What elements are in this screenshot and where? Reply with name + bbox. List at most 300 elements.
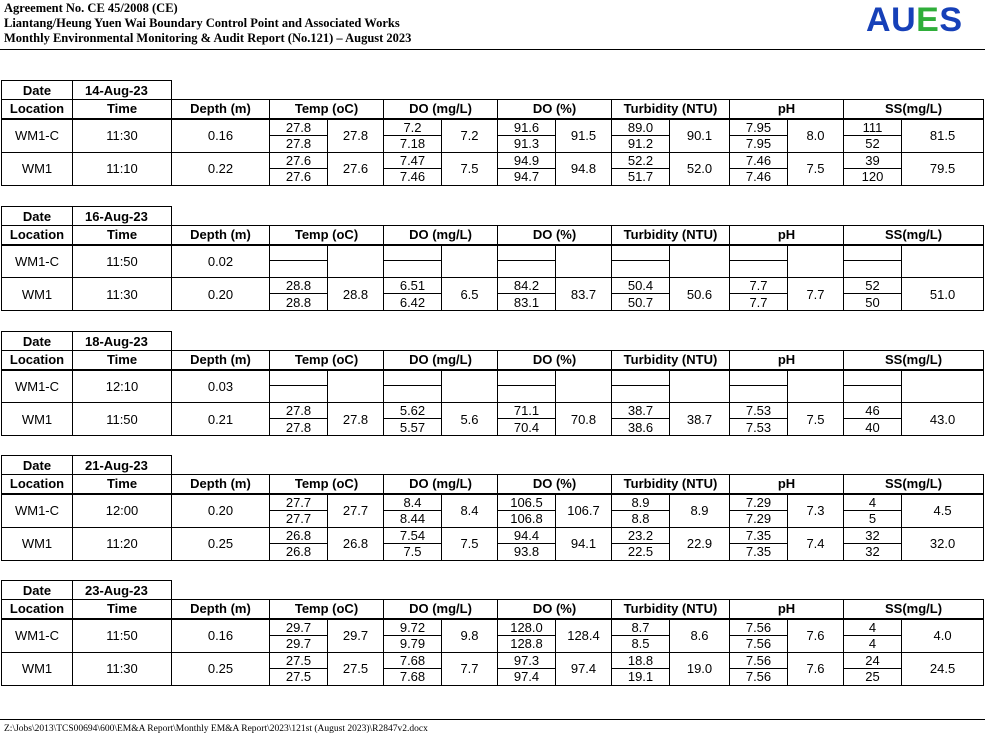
- depth-header: Depth (m): [172, 475, 270, 494]
- turbidity-reading: 18.8: [612, 652, 670, 668]
- time-cell: 11:30: [73, 278, 172, 311]
- location-header: Location: [2, 100, 73, 119]
- ss-average: 51.0: [902, 278, 984, 311]
- report-line: Monthly Environmental Monitoring & Audit Report (No.121) – August 2023: [4, 31, 412, 45]
- do-pct-header: DO (%): [498, 475, 612, 494]
- temp-average: 27.6: [328, 152, 384, 185]
- date-value: 21-Aug-23: [73, 456, 172, 475]
- temp-reading: 27.8: [270, 135, 328, 152]
- turbidity-reading: 8.5: [612, 635, 670, 652]
- time-cell: 11:50: [73, 403, 172, 436]
- temp-average: 27.8: [328, 403, 384, 436]
- do-mgl-reading: [384, 370, 442, 386]
- do-mgl-reading: 7.2: [384, 119, 442, 136]
- ss-header: SS(mg/L): [844, 226, 984, 245]
- date-label: Date: [2, 332, 73, 351]
- table-row: [2, 527, 984, 543]
- do-mgl-average: 5.6: [442, 403, 498, 436]
- depth-cell: 0.03: [172, 370, 270, 403]
- turbidity-reading: 23.2: [612, 527, 670, 543]
- temp-reading: 29.7: [270, 635, 328, 652]
- table-row: [2, 152, 984, 168]
- turbidity-reading: 38.6: [612, 419, 670, 436]
- temp-average: 27.5: [328, 652, 384, 685]
- do-pct-average: 83.7: [556, 278, 612, 311]
- temp-header: Temp (oC): [270, 475, 384, 494]
- temp-reading: 29.7: [270, 619, 328, 636]
- date-value: 16-Aug-23: [73, 207, 172, 226]
- ph-average: 7.6: [788, 652, 844, 685]
- turbidity-average: [670, 370, 730, 403]
- temp-average: 27.8: [328, 119, 384, 153]
- ph-reading: 7.95: [730, 119, 788, 136]
- ss-reading: 4: [844, 494, 902, 511]
- do-pct-average: [556, 370, 612, 403]
- ss-average: 24.5: [902, 652, 984, 685]
- time-header: Time: [73, 351, 172, 370]
- do-pct-reading: 91.6: [498, 119, 556, 136]
- depth-cell: 0.25: [172, 652, 270, 685]
- do-pct-average: 70.8: [556, 403, 612, 436]
- ph-average: 7.7: [788, 278, 844, 311]
- ph-reading: [730, 245, 788, 261]
- table-row: [2, 278, 984, 294]
- ss-reading: 32: [844, 543, 902, 560]
- depth-cell: 0.02: [172, 245, 270, 278]
- ph-header: pH: [730, 351, 844, 370]
- ss-average: [902, 245, 984, 278]
- ph-reading: 7.35: [730, 543, 788, 560]
- do-pct-reading: 70.4: [498, 419, 556, 436]
- time-header: Time: [73, 475, 172, 494]
- table-row: [2, 494, 984, 511]
- do-pct-reading: 106.5: [498, 494, 556, 511]
- do-mgl-reading: [384, 386, 442, 403]
- date-row-spacer: [172, 207, 984, 226]
- do-pct-average: 106.7: [556, 494, 612, 528]
- ss-reading: [844, 386, 902, 403]
- do-mgl-reading: 7.18: [384, 135, 442, 152]
- footer-divider: [0, 719, 985, 720]
- do-pct-reading: [498, 370, 556, 386]
- temp-average: 26.8: [328, 527, 384, 560]
- time-cell: 11:50: [73, 619, 172, 653]
- date-label: Date: [2, 456, 73, 475]
- ph-reading: 7.56: [730, 668, 788, 685]
- temp-reading: 27.5: [270, 668, 328, 685]
- date-row: [2, 207, 984, 226]
- time-cell: 11:20: [73, 527, 172, 560]
- date-row: [2, 581, 984, 600]
- ss-average: 4.0: [902, 619, 984, 653]
- location-cell: WM1-C: [2, 370, 73, 403]
- date-value: 18-Aug-23: [73, 332, 172, 351]
- ph-reading: 7.95: [730, 135, 788, 152]
- ss-reading: 5: [844, 510, 902, 527]
- depth-header: Depth (m): [172, 100, 270, 119]
- do-pct-reading: 106.8: [498, 510, 556, 527]
- date-label: Date: [2, 207, 73, 226]
- logo-letter: E: [916, 1, 940, 39]
- date-value: 14-Aug-23: [73, 81, 172, 100]
- do-pct-reading: 71.1: [498, 403, 556, 419]
- turbidity-average: [670, 245, 730, 278]
- turbidity-reading: 50.4: [612, 278, 670, 294]
- depth-cell: 0.21: [172, 403, 270, 436]
- ss-average: 4.5: [902, 494, 984, 528]
- column-header-row: [2, 475, 984, 494]
- ss-reading: [844, 370, 902, 386]
- do-pct-reading: 97.3: [498, 652, 556, 668]
- ss-reading: 120: [844, 168, 902, 185]
- do-pct-average: 91.5: [556, 119, 612, 153]
- turbidity-average: 19.0: [670, 652, 730, 685]
- temp-reading: 27.7: [270, 494, 328, 511]
- do-mgl-header: DO (mg/L): [384, 226, 498, 245]
- ss-average: 81.5: [902, 119, 984, 153]
- temp-reading: 27.6: [270, 152, 328, 168]
- location-header: Location: [2, 475, 73, 494]
- time-cell: 12:10: [73, 370, 172, 403]
- do-pct-reading: 128.8: [498, 635, 556, 652]
- ph-reading: 7.7: [730, 294, 788, 311]
- location-cell: WM1-C: [2, 619, 73, 653]
- project-line: Liantang/Heung Yuen Wai Boundary Control Point and Associated Works: [4, 16, 400, 30]
- temp-reading: 28.8: [270, 294, 328, 311]
- temp-reading: 28.8: [270, 278, 328, 294]
- ss-reading: 4: [844, 619, 902, 636]
- do-mgl-average: 6.5: [442, 278, 498, 311]
- do-pct-header: DO (%): [498, 600, 612, 619]
- temp-header: Temp (oC): [270, 600, 384, 619]
- ss-reading: 39: [844, 152, 902, 168]
- do-mgl-header: DO (mg/L): [384, 100, 498, 119]
- date-row: [2, 81, 984, 100]
- ph-reading: [730, 370, 788, 386]
- time-cell: 12:00: [73, 494, 172, 528]
- depth-header: Depth (m): [172, 226, 270, 245]
- do-pct-reading: 84.2: [498, 278, 556, 294]
- depth-header: Depth (m): [172, 351, 270, 370]
- ph-header: pH: [730, 600, 844, 619]
- ph-reading: 7.53: [730, 403, 788, 419]
- ss-average: 32.0: [902, 527, 984, 560]
- location-cell: WM1: [2, 652, 73, 685]
- ss-average: 43.0: [902, 403, 984, 436]
- do-pct-reading: 94.4: [498, 527, 556, 543]
- ph-reading: 7.56: [730, 635, 788, 652]
- turbidity-reading: 91.2: [612, 135, 670, 152]
- turbidity-header: Turbidity (NTU): [612, 475, 730, 494]
- turbidity-reading: 51.7: [612, 168, 670, 185]
- ph-average: 8.0: [788, 119, 844, 153]
- ph-average: 7.4: [788, 527, 844, 560]
- turbidity-reading: [612, 370, 670, 386]
- do-pct-average: 128.4: [556, 619, 612, 653]
- time-header: Time: [73, 100, 172, 119]
- do-pct-reading: 93.8: [498, 543, 556, 560]
- ph-reading: [730, 261, 788, 278]
- ph-header: pH: [730, 226, 844, 245]
- temp-reading: [270, 370, 328, 386]
- temp-header: Temp (oC): [270, 100, 384, 119]
- do-pct-header: DO (%): [498, 100, 612, 119]
- ss-reading: 40: [844, 419, 902, 436]
- do-mgl-reading: 6.42: [384, 294, 442, 311]
- temp-reading: 26.8: [270, 543, 328, 560]
- turbidity-reading: [612, 245, 670, 261]
- ph-reading: 7.46: [730, 152, 788, 168]
- do-mgl-average: 7.5: [442, 152, 498, 185]
- table-row: [2, 245, 984, 261]
- turbidity-reading: 38.7: [612, 403, 670, 419]
- column-header-row: [2, 226, 984, 245]
- ph-average: [788, 370, 844, 403]
- location-header: Location: [2, 351, 73, 370]
- aues-logo: [866, 0, 963, 40]
- ss-reading: 111: [844, 119, 902, 136]
- do-mgl-header: DO (mg/L): [384, 600, 498, 619]
- table-row: [2, 619, 984, 636]
- temp-reading: 27.8: [270, 419, 328, 436]
- time-header: Time: [73, 226, 172, 245]
- temp-reading: [270, 245, 328, 261]
- monitoring-table: [1, 331, 984, 436]
- turbidity-reading: [612, 261, 670, 278]
- monitoring-table: [1, 206, 984, 311]
- do-mgl-reading: 7.5: [384, 543, 442, 560]
- ph-header: pH: [730, 475, 844, 494]
- report-header: [4, 1, 411, 46]
- do-mgl-average: 9.8: [442, 619, 498, 653]
- do-pct-reading: 94.9: [498, 152, 556, 168]
- do-mgl-reading: [384, 245, 442, 261]
- depth-cell: 0.25: [172, 527, 270, 560]
- do-mgl-average: [442, 370, 498, 403]
- turbidity-average: 50.6: [670, 278, 730, 311]
- location-cell: WM1: [2, 278, 73, 311]
- turbidity-reading: 52.2: [612, 152, 670, 168]
- temp-reading: [270, 386, 328, 403]
- temp-average: 27.7: [328, 494, 384, 528]
- do-pct-average: 94.8: [556, 152, 612, 185]
- do-mgl-average: [442, 245, 498, 278]
- turbidity-header: Turbidity (NTU): [612, 100, 730, 119]
- date-row-spacer: [172, 332, 984, 351]
- turbidity-average: 22.9: [670, 527, 730, 560]
- date-value: 23-Aug-23: [73, 581, 172, 600]
- temp-average: [328, 370, 384, 403]
- do-mgl-reading: 6.51: [384, 278, 442, 294]
- do-pct-reading: 128.0: [498, 619, 556, 636]
- logo-letter: U: [891, 1, 917, 39]
- do-pct-header: DO (%): [498, 351, 612, 370]
- do-pct-reading: [498, 245, 556, 261]
- do-mgl-reading: 7.68: [384, 668, 442, 685]
- do-mgl-reading: 8.4: [384, 494, 442, 511]
- ss-reading: 4: [844, 635, 902, 652]
- temp-average: [328, 245, 384, 278]
- date-row-spacer: [172, 81, 984, 100]
- do-mgl-reading: 9.72: [384, 619, 442, 636]
- location-cell: WM1: [2, 527, 73, 560]
- monitoring-table: [1, 580, 984, 686]
- depth-cell: 0.16: [172, 619, 270, 653]
- turbidity-average: 90.1: [670, 119, 730, 153]
- time-cell: 11:30: [73, 119, 172, 153]
- do-mgl-average: 7.5: [442, 527, 498, 560]
- temp-reading: 27.6: [270, 168, 328, 185]
- do-mgl-average: 7.2: [442, 119, 498, 153]
- location-cell: WM1: [2, 152, 73, 185]
- date-row-spacer: [172, 456, 984, 475]
- temp-average: 29.7: [328, 619, 384, 653]
- turbidity-header: Turbidity (NTU): [612, 600, 730, 619]
- ph-average: [788, 245, 844, 278]
- depth-cell: 0.22: [172, 152, 270, 185]
- column-header-row: [2, 600, 984, 619]
- ss-header: SS(mg/L): [844, 351, 984, 370]
- ph-reading: 7.29: [730, 494, 788, 511]
- footer-path: Z:\Jobs\2013\TCS00694\600\EM&A Report\Monthly EM&A Report\2023\121st (August 2023)\R2847v2.docx: [4, 724, 428, 734]
- temp-header: Temp (oC): [270, 226, 384, 245]
- do-mgl-average: 8.4: [442, 494, 498, 528]
- ph-average: 7.5: [788, 403, 844, 436]
- ph-average: 7.3: [788, 494, 844, 528]
- turbidity-header: Turbidity (NTU): [612, 351, 730, 370]
- do-pct-reading: 94.7: [498, 168, 556, 185]
- do-mgl-reading: [384, 261, 442, 278]
- ss-header: SS(mg/L): [844, 600, 984, 619]
- ss-reading: 32: [844, 527, 902, 543]
- date-label: Date: [2, 81, 73, 100]
- do-mgl-reading: 9.79: [384, 635, 442, 652]
- temp-reading: 26.8: [270, 527, 328, 543]
- turbidity-reading: 8.8: [612, 510, 670, 527]
- table-row: [2, 370, 984, 386]
- do-pct-reading: 97.4: [498, 668, 556, 685]
- location-header: Location: [2, 600, 73, 619]
- do-pct-header: DO (%): [498, 226, 612, 245]
- turbidity-reading: [612, 386, 670, 403]
- turbidity-average: 8.6: [670, 619, 730, 653]
- depth-header: Depth (m): [172, 600, 270, 619]
- turbidity-reading: 22.5: [612, 543, 670, 560]
- table-row: [2, 403, 984, 419]
- logo-letter: S: [939, 1, 963, 39]
- ph-reading: 7.56: [730, 652, 788, 668]
- agreement-line: Agreement No. CE 45/2008 (CE): [4, 1, 178, 15]
- location-cell: WM1: [2, 403, 73, 436]
- temp-reading: 27.5: [270, 652, 328, 668]
- temp-reading: 27.8: [270, 119, 328, 136]
- do-mgl-reading: 7.54: [384, 527, 442, 543]
- table-row: [2, 119, 984, 136]
- ph-reading: 7.46: [730, 168, 788, 185]
- turbidity-average: 38.7: [670, 403, 730, 436]
- date-row-spacer: [172, 581, 984, 600]
- ss-header: SS(mg/L): [844, 100, 984, 119]
- ph-average: 7.6: [788, 619, 844, 653]
- do-mgl-reading: 7.46: [384, 168, 442, 185]
- turbidity-reading: 89.0: [612, 119, 670, 136]
- do-mgl-reading: 7.68: [384, 652, 442, 668]
- ss-reading: 25: [844, 668, 902, 685]
- time-cell: 11:10: [73, 152, 172, 185]
- location-cell: WM1-C: [2, 494, 73, 528]
- ss-reading: 52: [844, 278, 902, 294]
- turbidity-average: 52.0: [670, 152, 730, 185]
- location-cell: WM1-C: [2, 119, 73, 153]
- logo-letter: A: [866, 1, 892, 39]
- do-pct-average: [556, 245, 612, 278]
- do-mgl-reading: 8.44: [384, 510, 442, 527]
- turbidity-reading: 8.7: [612, 619, 670, 636]
- do-pct-average: 94.1: [556, 527, 612, 560]
- do-pct-reading: 83.1: [498, 294, 556, 311]
- do-mgl-header: DO (mg/L): [384, 475, 498, 494]
- ph-reading: 7.53: [730, 419, 788, 436]
- depth-cell: 0.20: [172, 494, 270, 528]
- do-pct-reading: [498, 386, 556, 403]
- ph-reading: 7.7: [730, 278, 788, 294]
- ph-header: pH: [730, 100, 844, 119]
- do-pct-reading: 91.3: [498, 135, 556, 152]
- ss-average: 79.5: [902, 152, 984, 185]
- temp-reading: 27.8: [270, 403, 328, 419]
- temp-header: Temp (oC): [270, 351, 384, 370]
- monitoring-table: [1, 455, 984, 561]
- do-mgl-reading: 5.57: [384, 419, 442, 436]
- table-row: [2, 652, 984, 668]
- ph-average: 7.5: [788, 152, 844, 185]
- monitoring-table: [1, 80, 984, 186]
- date-row: [2, 332, 984, 351]
- turbidity-reading: 19.1: [612, 668, 670, 685]
- temp-reading: [270, 261, 328, 278]
- turbidity-average: 8.9: [670, 494, 730, 528]
- ss-reading: 24: [844, 652, 902, 668]
- temp-average: 28.8: [328, 278, 384, 311]
- ss-reading: 52: [844, 135, 902, 152]
- time-cell: 11:50: [73, 245, 172, 278]
- ss-average: [902, 370, 984, 403]
- ph-reading: [730, 386, 788, 403]
- header-divider: [0, 49, 985, 50]
- location-header: Location: [2, 226, 73, 245]
- do-pct-average: 97.4: [556, 652, 612, 685]
- turbidity-reading: 50.7: [612, 294, 670, 311]
- time-cell: 11:30: [73, 652, 172, 685]
- location-cell: WM1-C: [2, 245, 73, 278]
- ph-reading: 7.35: [730, 527, 788, 543]
- column-header-row: [2, 100, 984, 119]
- ss-reading: 50: [844, 294, 902, 311]
- do-mgl-average: 7.7: [442, 652, 498, 685]
- column-header-row: [2, 351, 984, 370]
- ss-header: SS(mg/L): [844, 475, 984, 494]
- do-mgl-reading: 5.62: [384, 403, 442, 419]
- do-pct-reading: [498, 261, 556, 278]
- date-row: [2, 456, 984, 475]
- temp-reading: 27.7: [270, 510, 328, 527]
- ph-reading: 7.29: [730, 510, 788, 527]
- date-label: Date: [2, 581, 73, 600]
- depth-cell: 0.20: [172, 278, 270, 311]
- ss-reading: [844, 245, 902, 261]
- ss-reading: 46: [844, 403, 902, 419]
- depth-cell: 0.16: [172, 119, 270, 153]
